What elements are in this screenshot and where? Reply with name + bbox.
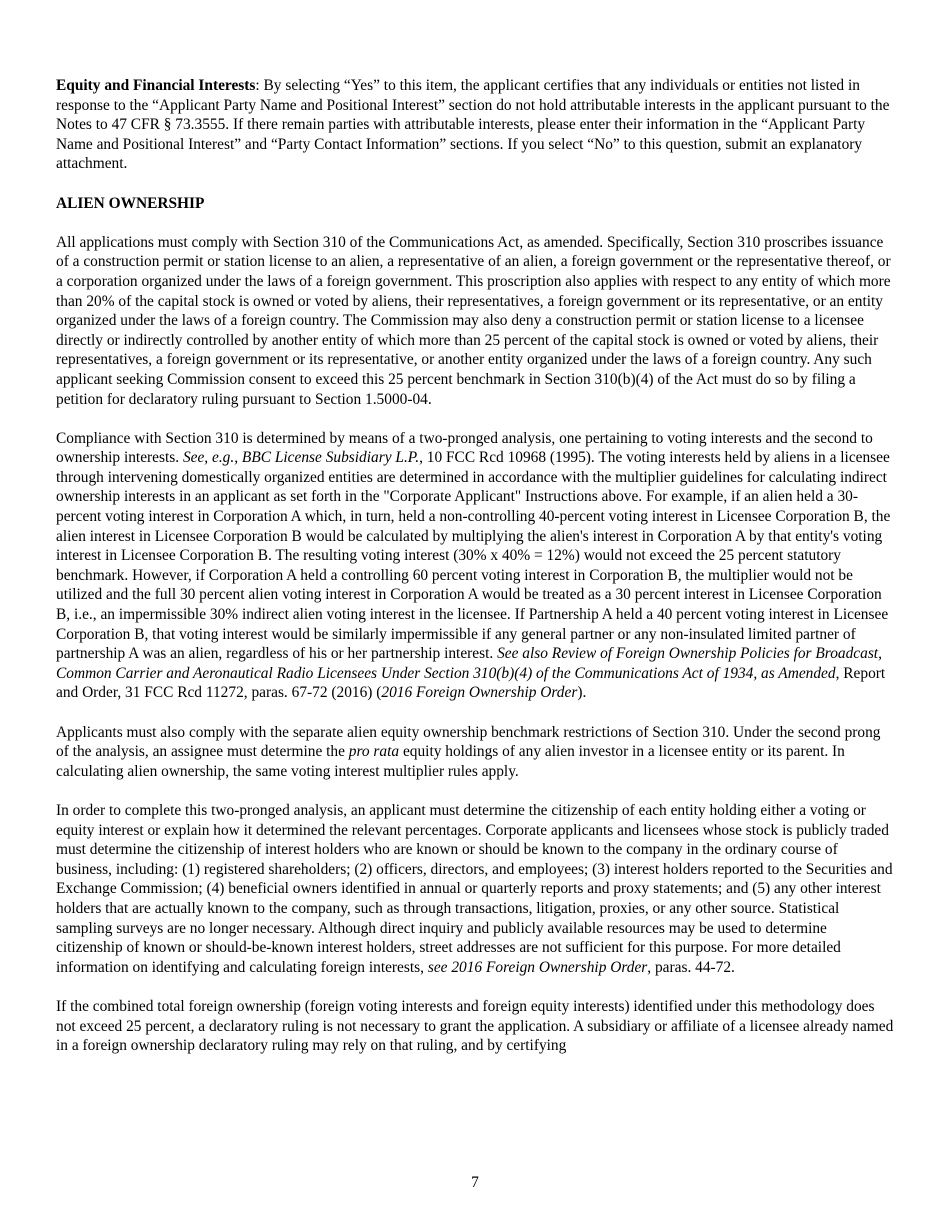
citation-2016-order: 2016 Foreign Ownership Order xyxy=(381,684,578,702)
section-heading-alien-ownership: ALIEN OWNERSHIP xyxy=(56,194,205,212)
text-run: , 10 FCC Rcd 10968 (1995). The voting interests held by aliens in a licensee through intervening domestically organized entities are determined in accordance with the multiplier guidelines for calculating indirect ownership interests in an applicant as set forth in the "Corporate Applicant" Instructions above. For example, if an alien held a 30-percent voting interest in Corporation A which, in turn, held a non-controlling 40-percent voting interest in Licensee Corporation B, the alien interest in Licensee Corporation B would be calculated by multiplying the alien's interest in Corporation A by that entity's voting interest in Licensee Corporation B. The resulting voting interest (30% x 40% = 12%) would not exceed the 25 percent statutory benchmark. However, if Corporation A held a controlling 60 percent voting interest in Corporation B, the multiplier would not be utilized and the full 30 percent alien voting interest in Corporation A would be treated as a 30 percent interest in Licensee Corporation B, i.e., an impermissible 30% indirect alien voting interest in the licensee. If Partnership A held a 40 percent voting interest in Licensee Corporation B, that voting interest would be similarly impermissible if any general partner or any non-insulated limited partner of partnership A was an alien, regardless of his or her partnership interest. xyxy=(56,449,891,663)
equity-benchmark-paragraph xyxy=(56,723,896,782)
page-number: 7 xyxy=(471,1174,479,1191)
two-pronged-analysis-paragraph xyxy=(56,429,896,703)
document-page xyxy=(56,76,896,1075)
text-run: , Report and Order, 31 FCC Rcd 11272, paras. 67-72 (2016) ( xyxy=(56,664,886,702)
citation-foreign-ownership-review: See also Review of Foreign Ownership Policies for Broadcast, Common Carrier and Aeronautical Radio Licensees Under Section 310(b)(4) of the Communications Act of 1934, as Amended xyxy=(56,645,882,682)
text-run: In order to complete this two-pronged analysis, an applicant must determine the citizenship of each entity holding either a voting or equity interest or explain how it determined the relevant percentages. Corporate applicants and licensees whose stock is publicly traded must determine the citizenship of interest holders who are known or should be known to the company in the ordinary course of business, including: (1) registered shareholders; (2) officers, directors, and employees; (3) interest holders reported to the Securities and Exchange Commission; (4) beneficial owners identified in annual or quarterly reports and proxy statements; and (5) any other interest holders that are actually known to the company, such as through transactions, litigation, proxies, or any other source. Statistical sampling surveys are no longer necessary. Although direct inquiry and publicly available resources may be used to determine citizenship of known or should-be-known interest holders, street addresses are not sufficient for this purpose. For more detailed information on identifying and calculating foreign interests, xyxy=(56,801,893,976)
equity-financial-interests-text: : By selecting “Yes” to this item, the applicant certifies that any individuals or entities not listed in response to the “Applicant Party Name and Positional Interest” section do not hold attributable interests in the applicant pursuant to the Notes to 47 CFR § 73.3555. If there remain parties with attributable interests, please enter their information in the “Applicant Party Name and Positional Interest” and “Party Contact Information” sections. If you select “No” to this question, submit an explanatory attachment. xyxy=(56,77,890,173)
pro-rata-term: pro rata xyxy=(348,743,400,761)
equity-financial-interests-paragraph xyxy=(56,76,896,174)
text-run: Applicants must also comply with the separate alien equity ownership benchmark restrictions of Section 310. Under the second prong of the analysis, an assignee must determine the xyxy=(56,723,881,761)
text-run: , paras. 44-72. xyxy=(647,958,735,976)
text-run: equity holdings of any alien investor in a licensee entity or its parent. In calculating alien ownership, the same voting interest multiplier rules apply. xyxy=(56,743,845,780)
citation-bbc-license: See, e.g., BBC License Subsidiary L.P. xyxy=(182,449,420,467)
text-run: ). xyxy=(577,684,587,702)
citizenship-determination-paragraph xyxy=(56,801,896,977)
text-run: Compliance with Section 310 is determined by means of a two-pronged analysis, one pertaining to voting interests and the second to ownership interests. xyxy=(56,429,873,467)
combined-foreign-ownership-paragraph: If the combined total foreign ownership (foreign voting interests and foreign equity interests) identified under this methodology does not exceed 25 percent, a declaratory ruling is not necessary to grant the application. A subsidiary or affiliate of a licensee already named in a foreign ownership declaratory ruling may rely on that ruling, and by certifying xyxy=(56,997,894,1055)
section-310-paragraph: All applications must comply with Section 310 of the Communications Act, as amended. Specifically, Section 310 proscribes issuance of a construction permit or station license to an alien, a representative of an alien, a foreign government or the representative thereof, or a corporation organized under the laws of a foreign government. This proscription also applies with respect to any entity of which more than 20% of the capital stock is owned or voted by aliens, their representatives, a foreign government or its representative, or an entity organized under the laws of a foreign country. The Commission may also deny a construction permit or station license to a licensee directly or indirectly controlled by another entity of which more than 25 percent of the capital stock is owned or voted by aliens, their representatives, a foreign government or its representative, or another entity organized under the laws of a foreign country. Any such applicant seeking Commission consent to exceed this 25 percent benchmark in Section 310(b)(4) of the Act must do so by filing a petition for declaratory ruling pursuant to Section 1.5000-04. xyxy=(56,233,891,408)
equity-financial-interests-term: Equity and Financial Interests xyxy=(56,77,256,94)
citation-2016-order-see: see 2016 Foreign Ownership Order xyxy=(427,958,648,976)
